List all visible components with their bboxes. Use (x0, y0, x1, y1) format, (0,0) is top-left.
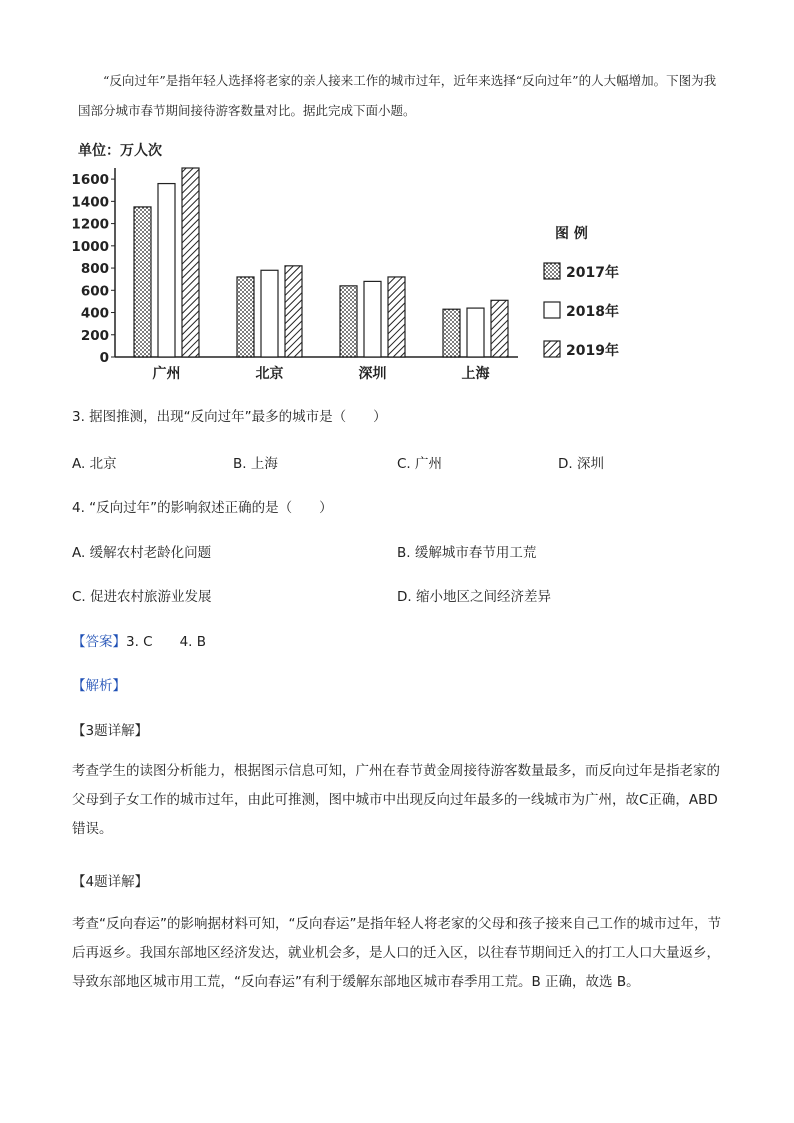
legend-label: 2017年 (566, 265, 619, 281)
y-tick-label: 600 (80, 283, 109, 300)
y-tick-label: 1600 (71, 172, 109, 189)
x-tick-label: 北京 (255, 366, 284, 382)
q3-stem: 3. 据图推测，出现“反向过年”最多的城市是（ ） (72, 409, 387, 425)
legend-label: 2019年 (566, 343, 619, 359)
q4-stem: 4. “反向过年”的影响叙述正确的是（ ） (72, 500, 333, 516)
x-tick-label: 广州 (152, 366, 181, 382)
legend-swatch (544, 302, 560, 318)
y-tick-label: 200 (80, 327, 109, 344)
bar-广州-2017年 (134, 207, 151, 357)
visitor-bar-chart (70, 135, 630, 390)
bar-广州-2018年 (158, 184, 175, 357)
y-axis-ticks (71, 172, 115, 366)
bar-北京-2017年 (237, 277, 254, 357)
chart-bars (134, 168, 508, 357)
bar-上海-2018年 (467, 308, 484, 357)
legend-label: 2018年 (566, 304, 619, 320)
q3-option-c: C. 广州 (397, 456, 443, 472)
answer-tag: 【答案】 (72, 634, 126, 650)
q4-option-d: D. 缩小地区之间经济差异 (397, 589, 551, 605)
analysis-tag: 【解析】 (72, 678, 126, 694)
q4-option-c: C. 促进农村旅游业发展 (72, 589, 212, 605)
q4-option-a: A. 缓解农村老龄化问题 (72, 545, 212, 561)
y-tick-label: 1000 (71, 238, 109, 255)
bar-广州-2019年 (182, 168, 199, 357)
q3-option-a: A. 北京 (72, 456, 117, 472)
x-tick-label: 深圳 (358, 366, 387, 382)
legend-swatch (544, 263, 560, 279)
y-tick-label: 400 (80, 305, 109, 322)
y-tick-label: 800 (80, 261, 109, 278)
bar-北京-2019年 (285, 266, 302, 357)
q3-option-d: D. 深圳 (558, 456, 604, 472)
x-axis-labels (153, 365, 491, 382)
bar-上海-2017年 (443, 309, 460, 357)
legend-swatch (544, 341, 560, 357)
q3-option-b: B. 上海 (233, 456, 278, 472)
intro-text: “反向过年”是指年轻人选择将老家的亲人接来工作的城市过年，近年来选择“反向过年”的人大幅增加。下图为我国部分城市春节期间接待游客数量对比。据此完成下面小题。 (78, 73, 717, 118)
y-tick-label: 1400 (71, 194, 109, 211)
bar-深圳-2018年 (364, 281, 381, 357)
bar-深圳-2017年 (340, 286, 357, 357)
bar-上海-2019年 (491, 300, 508, 357)
q4-option-b: B. 缓解城市春节用工荒 (397, 545, 537, 561)
x-tick-label: 上海 (461, 366, 490, 382)
legend-title: 图 例 (555, 226, 588, 242)
bar-北京-2018年 (261, 270, 278, 357)
chart-legend (544, 225, 619, 359)
y-tick-label: 0 (99, 350, 109, 366)
bar-深圳-2019年 (388, 277, 405, 357)
detail4-heading: 【4题详解】 (72, 874, 149, 890)
detail4-text: 考查“反向春运”的影响据材料可知，“反向春运”是指年轻人将老家的父母和孩子接来自己工作的城市过年，节后再返乡。我国东部地区经济发达，就业机会多，是人口的迁入区，以往春节期间迁入的打工人口大量返乡，导致东部地区城市用工荒，“反向春运”有利于缓解东部地区城市春季用工荒。B 正确，故选 B。 (72, 916, 721, 990)
intro-paragraph (78, 66, 718, 126)
answer-text: 3. C 4. B (126, 634, 207, 650)
detail3-heading: 【3题详解】 (72, 723, 149, 739)
chart-unit-label: 单位：万人次 (78, 143, 162, 159)
answer-line (72, 630, 206, 650)
detail3-text: 考查学生的读图分析能力，根据图示信息可知，广州在春节黄金周接待游客数量最多，而反向过年是指老家的父母到子女工作的城市过年，由此可推测，图中城市中出现反向过年最多的一线城市为广州，故C正确，ABD 错误。 (72, 763, 720, 837)
y-tick-label: 1200 (71, 216, 109, 233)
